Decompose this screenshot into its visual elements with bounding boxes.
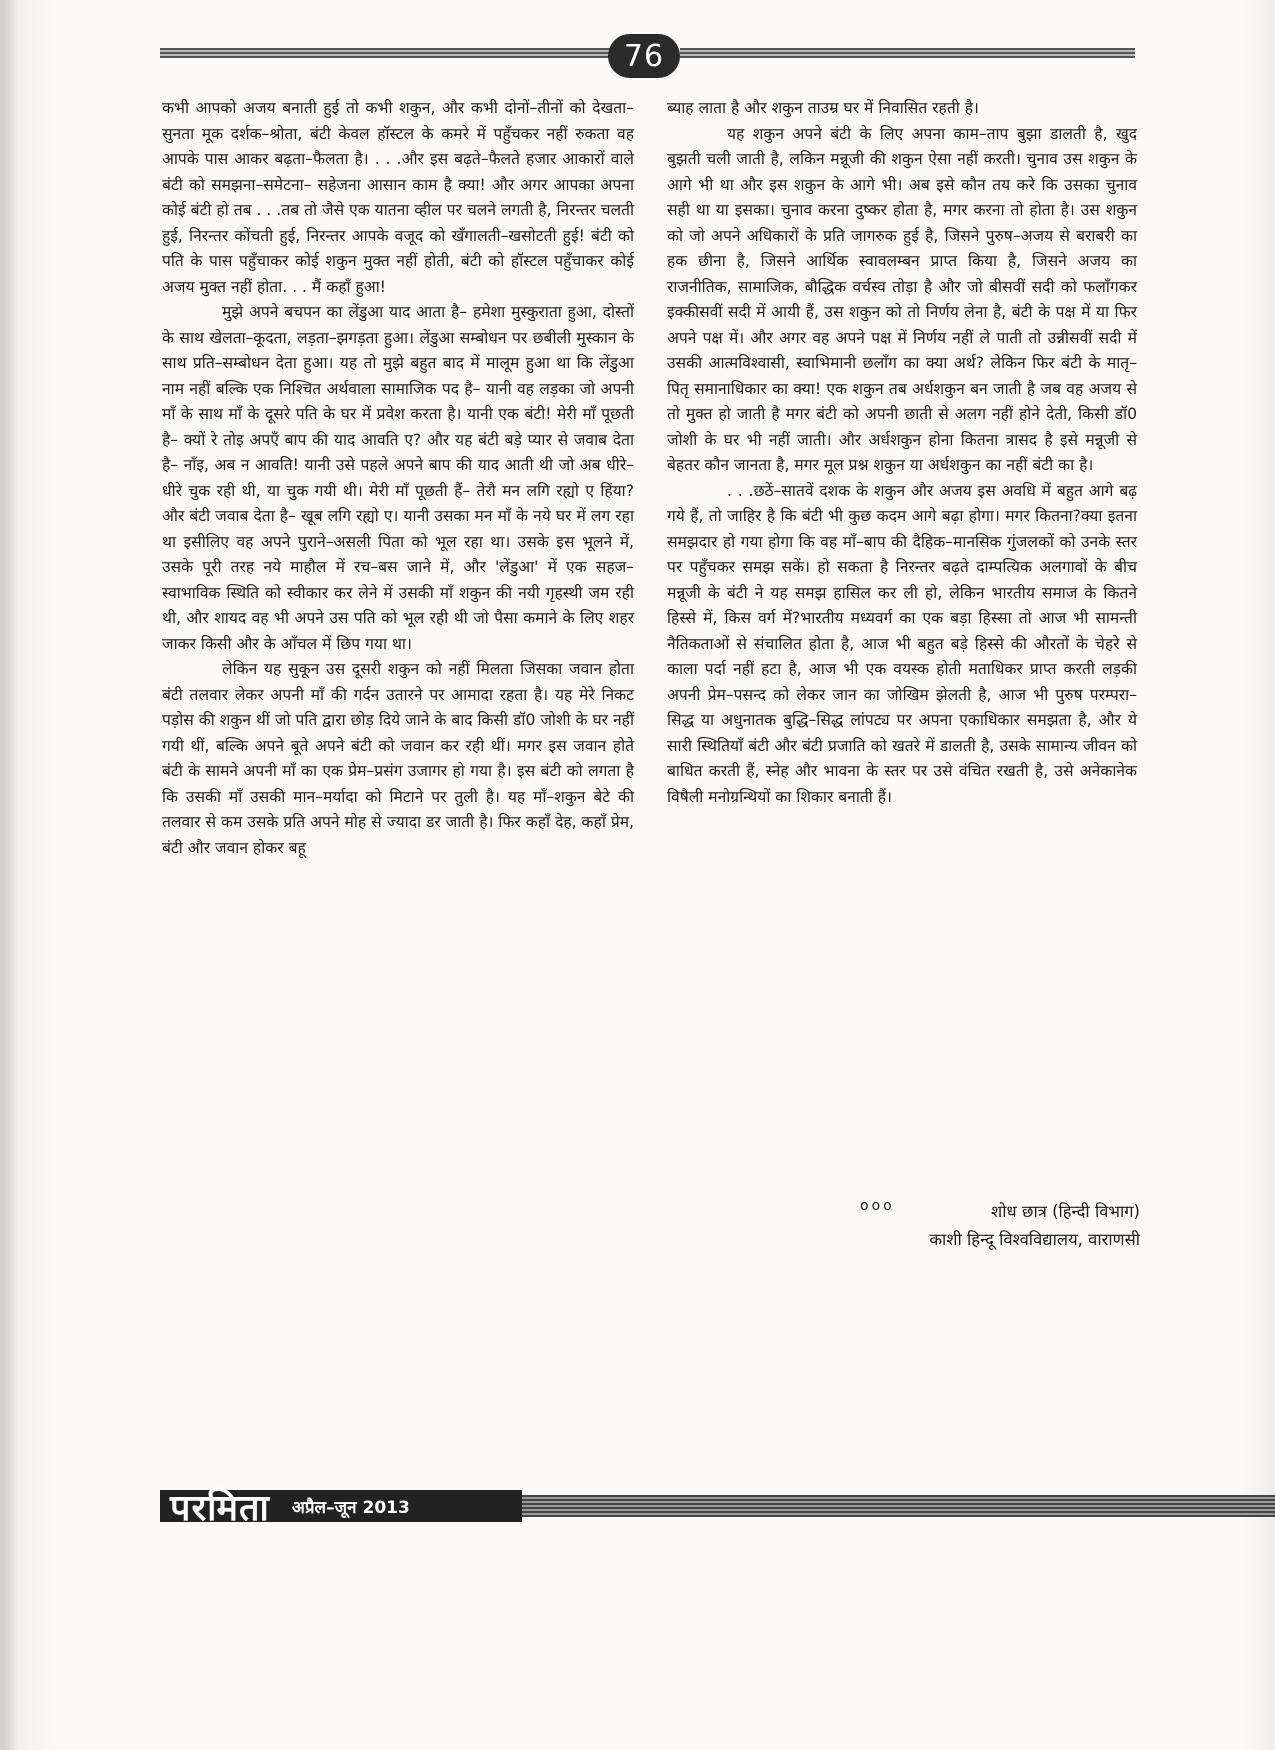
separator-dots: ooo (860, 1198, 895, 1214)
footer-rule (520, 1495, 1275, 1517)
signature-line-1: शोध छात्र (हिन्दी विभाग) (991, 1202, 1140, 1221)
right-paragraph-1: ब्याह लाता है और शकुन ताउम्र घर में निवासित रहती है। (667, 99, 979, 117)
issue-date: अप्रैल–जून 2013 (291, 1497, 410, 1518)
page-edge-shadow (0, 0, 18, 1750)
header-rule-right (680, 48, 1135, 58)
header-rule-left (160, 48, 610, 58)
right-paragraph-2: यह शकुन अपने बंटी के लिए अपना काम–ताप बुझा डालती है, खुद बुझती चली जाती है, लकिन मन्नूजी की शकुन ऐसा नहीं करती। चुनाव उस शकुन के आगे भी था और इस शकुन के आगे भी। अब इसे कौन तय करे कि उसका चुनाव सही था या इसका। चुनाव करना दुष्कर होता है, मगर करना तो होता है। उस शकुन को जो अपने अधिकारों के प्रति जागरुक हुई है, जिसने पुरुष–अजय से बराबरी का हक छीना है, जिसने आर्थिक स्वावलम्बन प्राप्त किया है, जिसने अजय का राजनीतिक, सामाजिक, बौद्धिक वर्चस्व तोड़ा है और जो बीसवीं सदी को फलाँगकर इक्कीसवीं सदी में आयी हैं, उस शकुन को तो निर्णय लेना है, बंटी के पक्ष में या फिर अपने पक्ष में। और अगर वह अपने पक्ष में निर्णय नहीं ले पाती तो उन्नीसवीं सदी में उसकी आत्मविश्वासी, स्वाभिमानी छलाँग का क्या अर्थ? लेकिन फिर बंटी के मातृ–पितृ समानाधिकार का क्या! एक शकुन तब अर्धशकुन बन जाती है जब वह अजय से तो मुक्त हो जाती है मगर बंटी को अपनी छाती से अलग नहीं होने देती, किसी डॉ0 जोशी के घर भी नहीं जाती। और अर्धशकुन होना कितना त्रासद है इसे मन्नूजी से बेहतर कौन जानता है, मगर मूल प्रश्न शकुन या अर्धशकुन का नहीं बंटी का है। (667, 124, 1137, 474)
footer-bar (160, 1486, 522, 1529)
left-paragraph-2: मुझे अपने बचपन का लेंडुआ याद आता है– हमेशा मुस्कुराता हुआ, दोस्तों के साथ खेलता–कूदता, लड़ता–झगड़ता हुआ। लेंडुआ सम्बोधन पर छबीली मुस्कान के साथ प्रति–सम्बोधन देता हुआ। यह तो मुझे बहुत बाद में मालूम हुआ था कि लेंडुआ नाम नहीं बल्कि एक निश्चित अर्थवाला सामाजिक पद है– यानी वह लड़का जो अपनी माँ के साथ माँ के दूसरे पति के घर में प्रवेश करता है। यानी एक बंटी! मेरी माँ पूछती है– क्यों रे तोइ अपएँ बाप की याद आवति ए? और यह बंटी बड़े प्यार से जवाब देता है– नाँइ, अब न आवति! यानी उसे पहले अपने बाप की याद आती थी जो अब धीरे–धीरे चुक रही थी, या चुक गयी थी। मेरी माँ पूछती हैं– तेरौ मन लगि रह्यो ए हिंया? और बंटी जवाब देता है– खूब लगि रह्यो ए। यानी उसका मन माँ के नये घर में लग रहा था इसीलिए वह अपने पुराने–असली पिता को भूल रहा था। उसके इस भूलने में, उसके पूरी तरह नये माहौल में रच–बस जाने में, और 'लेंडुआ' में एक सहज–स्वाभाविक स्थिति को स्वीकार कर लेने में उसकी माँ शकुन की नयी गृहस्थी जम रही थी, और शायद वह भी अपने उस पति को भूल रही थी जो पैसा कमाने के लिए शहर जाकर किसी और के आँचल में छिप गया था। (162, 303, 634, 653)
magazine-brand: परमिता (170, 1486, 270, 1529)
signature-line-2: काशी हिन्दू विश्वविद्यालय, वाराणसी (929, 1230, 1140, 1249)
left-paragraph-1: कभी आपको अजय बनाती हुई तो कभी शकुन, और कभी दोनों–तीनों को देखता–सुनता मूक दर्शक–श्रोता, बंटी केवल हॉस्टल के कमरे में पहुँचकर नहीं रुकता वह आपके पास आकर बढ़ता–फैलता है। . . .और इस बढ़ते–फैलते हजार आकारों वाले बंटी को समझना–समेटना– सहेजना आसान काम है क्या! और अगर आपका अपना कोई बंटी हो तब . . .तब तो जैसे एक यातना व्हील पर चलने लगती है, निरन्तर चलती हुई, निरन्तर कोंचती हुई, निरन्तर आपके वजूद को खँगालती–खसोटती हुई! बंटी को पति के पास पहुँचाकर कोई शकुन मुक्त नहीं होती, बंटी को हॉस्टल पहुँचाकर कोई अजय मुक्त नहीं होता. . . मैं कहाँ हुआ! (162, 99, 634, 296)
left-column (162, 96, 634, 861)
right-column (667, 96, 1137, 810)
author-signature (820, 1198, 1140, 1254)
left-paragraph-3: लेकिन यह सुकून उस दूसरी शकुन को नहीं मिलता जिसका जवान होता बंटी तलवार लेकर अपनी माँ की गर्दन उतारने पर आमादा रहता है। यह मेरे निकट पड़ोस की शकुन थीं जो पति द्वारा छोड़ दिये जाने के बाद किसी डॉ0 जोशी के घर नहीं गयी थीं, बल्कि अपने बूते अपने बंटी को जवान कर रही थीं। मगर इस जवान होते बंटी के सामने अपनी माँ का एक प्रेम–प्रसंग उजागर हो गया है। इस बंटी को लगता है कि उसकी माँ उसकी मान–मर्यादा को मिटाने पर तुली है। यह माँ–शकुन बेटे की तलवार से कम उसके प्रति अपने मोह से ज्यादा डर जाती है। फिर कहाँ देह, कहाँ प्रेम, बंटी और जवान होकर बहू (162, 660, 634, 857)
page-number: 76 (608, 34, 680, 78)
right-paragraph-3: . . .छठें–सातवें दशक के शकुन और अजय इस अवधि में बहुत आगे बढ़ गये हैं, तो जाहिर है कि बंटी भी कुछ कदम आगे बढ़ा होगा। मगर कितना?क्या इतना समझदार हो गया होगा कि वह माँ–बाप की दैहिक–मानसिक गुंजलकों को उनके स्तर पर पहुँचकर समझ सकें। हो सकता है निरन्तर बढ़ते दाम्पत्यिक अलगावों के बीच मन्नूजी के बंटी ने यह समझ हासिल कर ली हो, लेकिन भारतीय समाज के कितने हिस्से में, किस वर्ग में?भारतीय मध्यवर्ग का एक बड़ा हिस्सा तो आज भी सामन्ती नैतिकताओं से संचालित होता है, आज भी बहुत बड़े हिस्से की औरतों के चेहरे से काला पर्दा नहीं हटा है, आज भी एक वयस्क होती मताधिकर प्राप्त करती लड़की अपनी प्रेम–पसन्द को लेकर जान का जोखिम झेलती है, आज भी पुरुष परम्परा–सिद्ध या अधुनातक बुद्धि–सिद्ध लांपट्य पर अपना एकाधिकार समझता है, और ये सारी स्थितियाँ बंटी और बंटी प्रजाति को खतरे में डालती है, उसके सामान्य जीवन को बाधित करती हैं, स्नेह और भावना के स्तर पर उसे वंचित रखती है, उसे अनेकानेक विषैली मनोग्रन्थियों का शिकार बनाती हैं। (667, 481, 1137, 806)
